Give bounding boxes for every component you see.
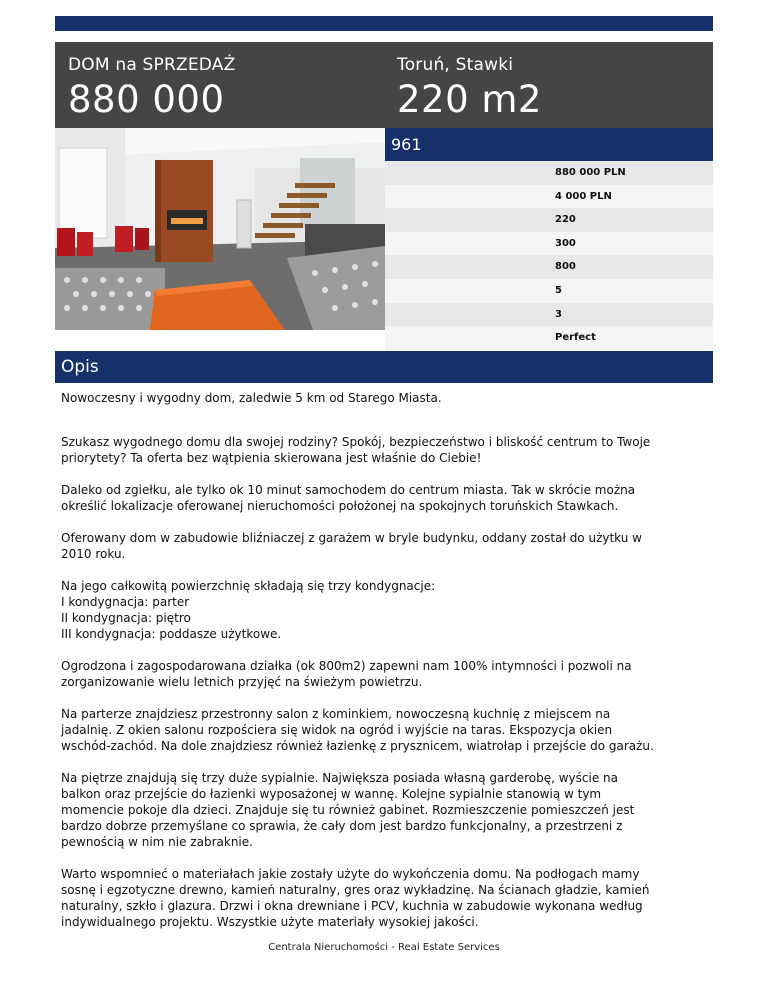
listing-id-bar: 961 [385, 128, 713, 161]
area-value: 220 m2 [397, 78, 542, 121]
price-value: 880 000 [68, 78, 225, 121]
footer-company: Centrala Nieruchomości - Real Estate Services [268, 942, 500, 953]
description-paragraph: Szukasz wygodnego domu dla swojej rodziny? Spokój, bezpieczeństwo i bliskość centrum to Twoje priorytety? Ta oferta bez wątpienia skierowana jest właśnie do Ciebie! [61, 435, 651, 465]
description-paragraph: Na parterze znajdziesz przestronny salon z kominkiem, nowoczesną kuchnię z miejscem na jadalnię. Z okien salonu rozpościera się widok na ogród i wyjście na taras. Ekspozycja okien wschód-zachód. Na dole znajdziesz również łazienkę z prysznicem, wiatrołap i przejście do garażu. [61, 707, 654, 753]
spec-row-price: 880 000 PLN [385, 161, 713, 185]
spec-row-plot: 800 [385, 255, 713, 279]
description-body [61, 390, 711, 946]
spec-row-area: 220 [385, 208, 713, 232]
description-paragraph: Na piętrze znajdują się trzy duże sypialnie. Największa posiada własną garderobę, wyście na balkon oraz przejście do łazienki wyposażonej w wannę. Kolejne sypialnie stanowią w tym momencie pokoje dla dzieci. Znajduje się tu również gabinet. Rozmieszczenie pomieszczeń jest bardzo dobrze przemyślane co sprawia, że cały dom jest bardzo funkcjonalny, a przestrzeni z pewnością w nim nie zabraknie. [61, 771, 635, 849]
location-block [397, 54, 542, 122]
spec-row-rooms: 5 [385, 279, 713, 303]
description-heading: Opis [55, 351, 713, 383]
spec-row-floors: 3 [385, 303, 713, 327]
description-paragraph: Daleko od zgiełku, ale tylko ok 10 minut samochodem do centrum miasta. Tak w skrócie można określić lokalizacje oferowanej nieruchomości położonej na spokojnych toruńskich Stawkach. [61, 483, 636, 513]
specs-table [385, 161, 713, 350]
listing-header [55, 42, 713, 128]
price-block [68, 54, 235, 122]
top-accent-bar [55, 16, 713, 31]
spec-row-rent: 4 000 PLN [385, 185, 713, 209]
description-paragraph: Oferowany dom w zabudowie bliźniaczej z garażem w bryle budynku, oddany został do użytku w 2010 roku. [61, 531, 642, 561]
description-paragraph: Nowoczesny i wygodny dom, zaledwie 5 km od Starego Miasta. [61, 391, 442, 405]
property-photo [55, 128, 385, 330]
description-paragraph: Ogrodzona i zagospodarowana działka (ok 800m2) zapewni nam 100% intymności i pozwoli na zorganizowanie wielu letnich przyjęć na świeżym powietrzu. [61, 659, 632, 689]
location-label: Toruń, Stawki [397, 55, 514, 75]
spec-row-value-4: 300 [385, 232, 713, 256]
description-paragraph: Warto wspomnieć o materiałach jakie zostały użyte do wykończenia domu. Na podłogach mamy sosnę i egzotyczne drewno, kamień naturalny, gres oraz wykładzinę. Na ścianach gładzie, kamień naturalny, szkło i glazura. Drzwi i okna drewniane i PCV, kuchnia w zabudowie wykonana według indywidualnego projektu. Wszystkie użyte materiały wysokiej jakości. [61, 867, 650, 929]
spec-row-condition: Perfect [385, 326, 713, 350]
description-paragraph: Na jego całkowitą powierzchnię składają się trzy kondygnacje: I kondygnacja: parter II kondygnacja: piętro III kondygnacja: poddasze użytkowe. [61, 579, 436, 641]
property-type-label: DOM na SPRZEDAŻ [68, 55, 236, 75]
